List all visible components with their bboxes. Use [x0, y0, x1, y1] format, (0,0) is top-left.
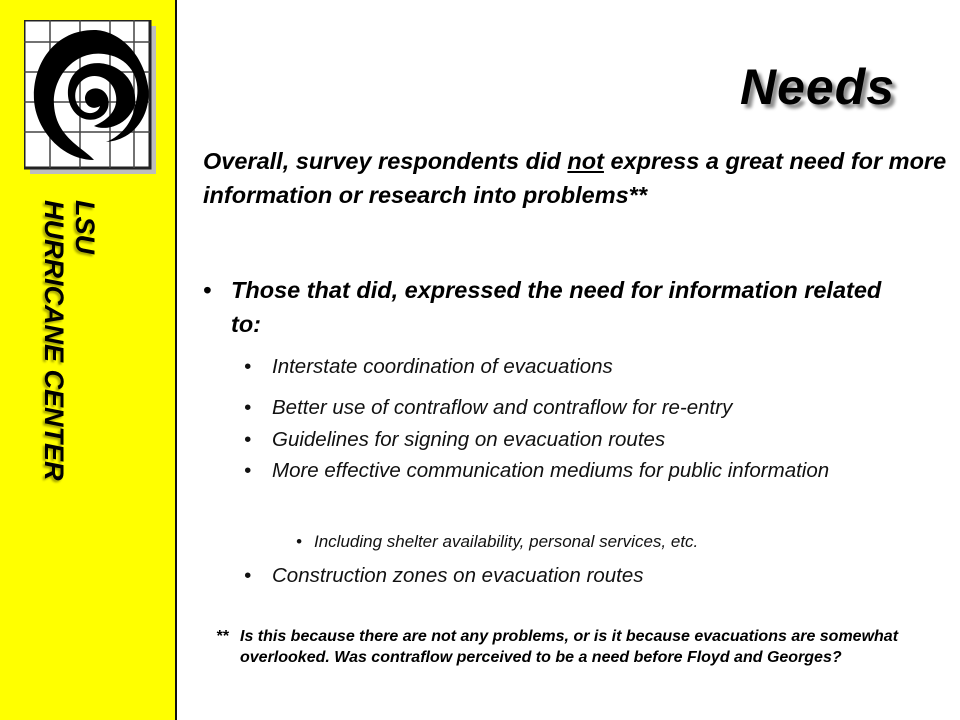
- list-item: [244, 455, 924, 486]
- bullet-dot-icon: •: [244, 355, 252, 378]
- intro-emphasis: not: [567, 148, 604, 174]
- footnote: [216, 626, 946, 668]
- list-item-text: More effective communication mediums for public information: [272, 459, 830, 482]
- intro-text-start: Overall, survey respondents did: [203, 148, 568, 174]
- list-item-nested: [296, 530, 936, 554]
- list-item: [244, 392, 924, 423]
- list-item-text: Better use of contraflow and contraflow for re-entry: [272, 396, 733, 419]
- bullet-dot-icon: •: [203, 277, 212, 303]
- list-item: [244, 560, 924, 591]
- bullet-dot-icon: •: [244, 396, 252, 419]
- list-item-text: Interstate coordination of evacuations: [272, 355, 613, 378]
- hurricane-logo-icon: [24, 20, 158, 176]
- brand-text: [38, 200, 100, 481]
- list-item-text: Construction zones on evacuation routes: [272, 564, 644, 587]
- intro-text-end: express a great need for more information or research into problems**: [203, 148, 947, 208]
- list-item-nested-text: Including shelter availability, personal services, etc.: [314, 532, 699, 551]
- list-item: [244, 424, 924, 455]
- bullet-dot-icon: •: [244, 459, 252, 482]
- sidebar: [0, 0, 177, 720]
- list-item: [244, 351, 924, 382]
- footnote-mark: **: [216, 628, 229, 645]
- list-item-text: Guidelines for signing on evacuation routes: [272, 428, 666, 451]
- footnote-text: Is this because there are not any problems, or is it because evacuations are somewhat overlooked. Was contraflow perceived to be a need before Floyd and Georges?: [240, 628, 899, 666]
- slide-title: Needs: [740, 59, 896, 115]
- intro-paragraph: [203, 144, 948, 212]
- bullet-dot-icon: •: [244, 564, 252, 587]
- brand-line-lsu: LSU: [70, 200, 100, 254]
- main-bullet: [203, 273, 903, 341]
- bullet-dot-icon: •: [296, 532, 302, 551]
- main-bullet-text: Those that did, expressed the need for information related to:: [231, 277, 882, 337]
- brand-line-hurricane-center: HURRICANE CENTER: [39, 200, 69, 481]
- bullet-dot-icon: •: [244, 428, 252, 451]
